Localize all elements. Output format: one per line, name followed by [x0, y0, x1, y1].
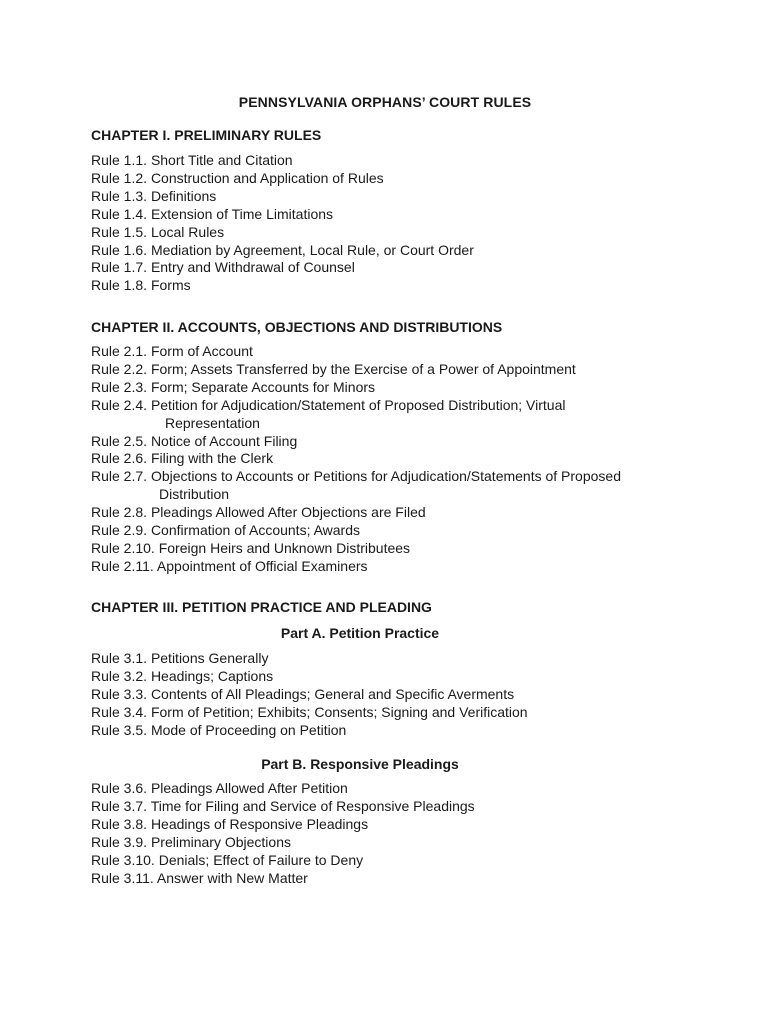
rule-2-1: Rule 2.1. Form of Account	[91, 343, 253, 359]
rule-2-9: Rule 2.9. Confirmation of Accounts; Awards	[91, 522, 361, 539]
rule-1-4: Rule 1.4. Extension of Time Limitations	[91, 205, 334, 222]
rule-1-2: Rule 1.2. Construction and Application of Rules	[91, 169, 384, 186]
rule-2-3: Rule 2.3. Form; Separate Accounts for Minors	[91, 378, 376, 395]
chapter-1-rule-list	[91, 152, 474, 295]
rule-2-10: Rule 2.10. Foreign Heirs and Unknown Distributees	[91, 539, 411, 556]
rule-2-7: Rule 2.7. Objections to Accounts or Petitions for Adjudication/Statements of Proposed Distribution	[91, 468, 621, 503]
rule-2-2: Rule 2.2. Form; Assets Transferred by the Exercise of a Power of Appointment	[91, 360, 576, 377]
rule-2-8: Rule 2.8. Pleadings Allowed After Objections are Filed	[91, 504, 426, 521]
chapter-2-rule-list	[91, 343, 621, 576]
rule-3-4: Rule 3.4. Form of Petition; Exhibits; Consents; Signing and Verification	[91, 703, 528, 720]
rule-2-7-continuation: Distribution	[159, 486, 230, 503]
part-b-rule-list	[91, 780, 475, 887]
rule-3-11: Rule 3.11. Answer with New Matter	[91, 869, 308, 886]
rule-3-8: Rule 3.8. Headings of Responsive Pleadings	[91, 815, 369, 832]
rule-3-7: Rule 3.7. Time for Filing and Service of Responsive Pleadings	[91, 797, 475, 814]
rule-3-2: Rule 3.2. Headings; Captions	[91, 667, 274, 684]
rule-3-10: Rule 3.10. Denials; Effect of Failure to Deny	[91, 851, 364, 868]
chapter-3-heading: CHAPTER III. PETITION PRACTICE AND PLEADING	[91, 599, 432, 615]
rule-1-8: Rule 1.8. Forms	[91, 277, 191, 294]
rule-3-6: Rule 3.6. Pleadings Allowed After Petition	[91, 780, 348, 796]
rule-2-6: Rule 2.6. Filing with the Clerk	[91, 450, 274, 467]
chapter-1-heading: CHAPTER I. PRELIMINARY RULES	[91, 127, 322, 143]
chapter-2-heading: CHAPTER II. ACCOUNTS, OBJECTIONS AND DISTRIBUTIONS	[91, 319, 503, 335]
rule-1-6: Rule 1.6. Mediation by Agreement, Local Rule, or Court Order	[91, 241, 474, 258]
rule-3-3: Rule 3.3. Contents of All Pleadings; General and Specific Averments	[91, 685, 515, 702]
rule-2-4: Rule 2.4. Petition for Adjudication/Statement of Proposed Distribution; Virtual Representation	[91, 397, 621, 433]
rule-2-4-continuation: Representation	[165, 414, 260, 431]
rule-1-5: Rule 1.5. Local Rules	[91, 223, 225, 240]
rule-1-7: Rule 1.7. Entry and Withdrawal of Counsel	[91, 259, 355, 276]
rule-2-5: Rule 2.5. Notice of Account Filing	[91, 432, 298, 449]
rule-2-11: Rule 2.11. Appointment of Official Examiners	[91, 557, 368, 574]
part-a-rule-list	[91, 650, 528, 740]
rule-1-3: Rule 1.3. Definitions	[91, 187, 217, 204]
rule-1-1: Rule 1.1. Short Title and Citation	[91, 152, 293, 168]
part-b-heading: Part B. Responsive Pleadings	[261, 756, 459, 772]
rule-3-9: Rule 3.9. Preliminary Objections	[91, 833, 291, 850]
document-title: PENNSYLVANIA ORPHANS’ COURT RULES	[238, 94, 532, 110]
rule-3-1: Rule 3.1. Petitions Generally	[91, 650, 269, 666]
part-a-heading: Part A. Petition Practice	[280, 625, 440, 641]
rule-3-5: Rule 3.5. Mode of Proceeding on Petition	[91, 721, 347, 738]
